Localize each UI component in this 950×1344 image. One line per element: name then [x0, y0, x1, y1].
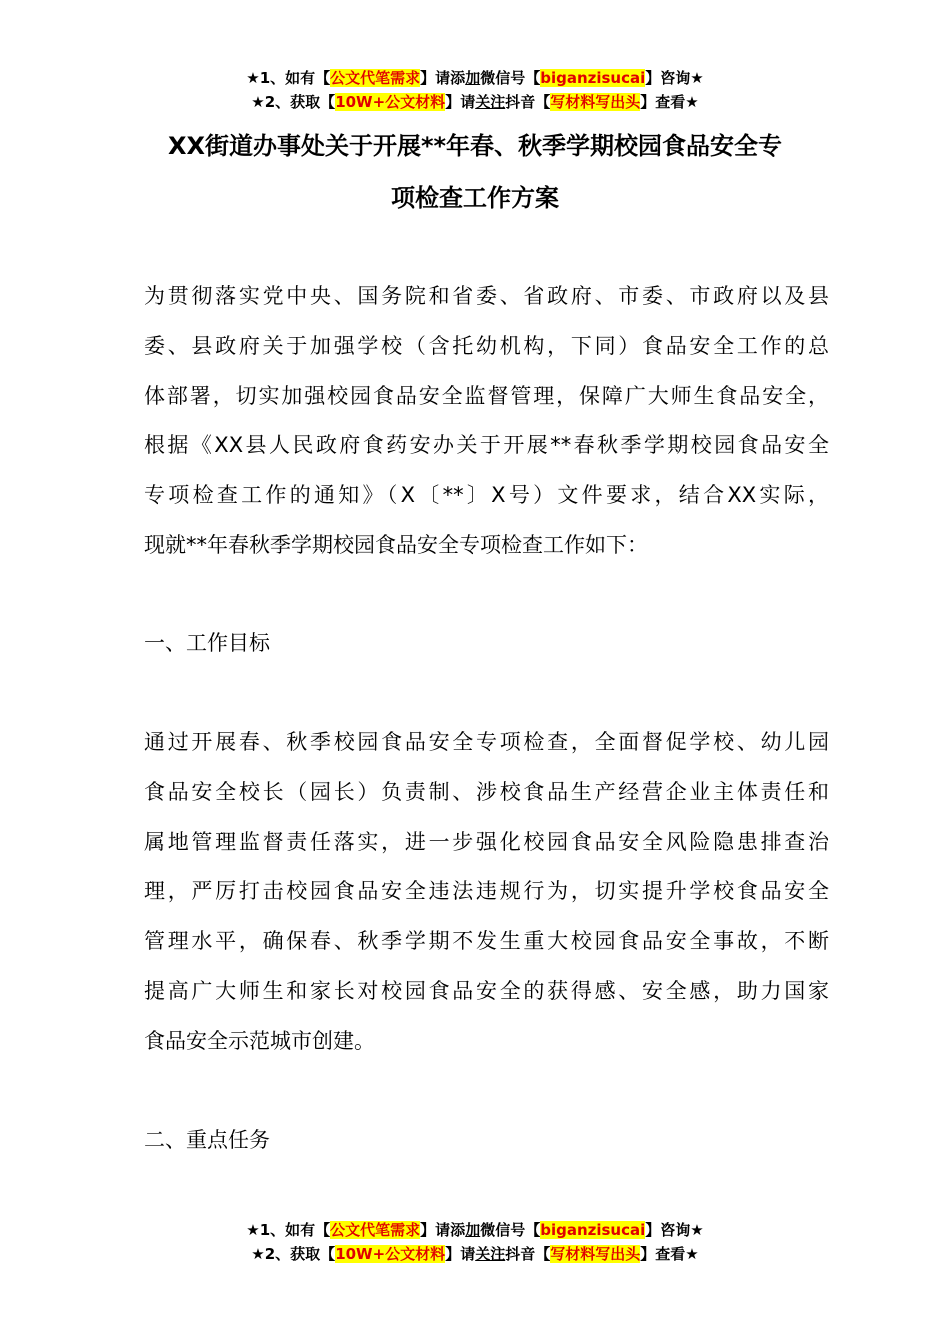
promo-text: 】请添: [420, 69, 466, 87]
paragraph-line: 体部署，切实加强校园食品安全监督管理，保障广大师生食品安全，: [144, 383, 829, 408]
section-heading-2: 二、重点任务: [144, 1128, 270, 1152]
promo-text: 】咨询★: [645, 69, 704, 87]
promo-line-2: [0, 1242, 950, 1266]
promo-line-1: [0, 66, 950, 90]
promo-highlight: 10W+公文材料: [335, 1245, 446, 1263]
paragraph-line: 通过开展春、秋季校园食品安全专项检查，全面督促学校、幼儿园: [144, 730, 829, 754]
paragraph-line: 理，严厉打击校园食品安全违法违规行为，切实提升学校食品安全: [144, 879, 829, 904]
promo-text: 】请: [445, 1245, 476, 1263]
promo-underline: 加: [465, 69, 481, 87]
promo-text: 】请: [445, 93, 476, 111]
promo-text: 抖音【: [505, 93, 551, 111]
paragraph-line: 食品安全示范城市创建。: [144, 1028, 375, 1053]
promo-text: 微信号【: [480, 69, 541, 87]
promo-highlight: 公文代笔需求: [330, 1221, 421, 1239]
paragraph-line: 现就**年春秋季学期校园食品安全专项检查工作如下：: [144, 532, 648, 557]
promo-highlight: 公文代笔需求: [330, 69, 421, 87]
paragraph-line: 食品安全校长（园长）负责制、涉校食品生产经营企业主体责任和: [144, 779, 829, 804]
promo-text: 】请添: [420, 1221, 466, 1239]
intro-paragraph: [144, 272, 829, 571]
promo-line-2: [0, 90, 950, 114]
promo-banner-bottom: [0, 1218, 950, 1266]
promo-highlight: 写材料写出头: [550, 93, 641, 111]
promo-text: ★2、获取【: [251, 93, 336, 111]
promo-text: 微信号【: [480, 1221, 541, 1239]
section-heading-1: 一、工作目标: [144, 631, 270, 655]
document-title: [130, 120, 820, 224]
paragraph-line: 委、县政府关于加强学校（含托幼机构，下同）食品安全工作的总: [144, 333, 829, 358]
promo-text: ★1、如有【: [246, 1221, 331, 1239]
promo-highlight: biganzisucai: [540, 69, 646, 87]
paragraph-line: 属地管理监督责任落实，进一步强化校园食品安全风险隐患排查治: [144, 829, 829, 854]
promo-highlight: 写材料写出头: [550, 1245, 641, 1263]
promo-underline: 关注: [475, 93, 506, 111]
promo-highlight: 10W+公文材料: [335, 93, 446, 111]
promo-underline: 加: [465, 1221, 481, 1239]
title-line-1: XX街道办事处关于开展**年春、秋季学期校园食品安全专: [167, 132, 783, 160]
promo-text: ★2、获取【: [251, 1245, 336, 1263]
paragraph-line: 为贯彻落实党中央、国务院和省委、省政府、市委、市政府以及县: [144, 284, 829, 308]
promo-text: ★1、如有【: [246, 69, 331, 87]
paragraph-line: 专项检查工作的通知》（X〔**〕X号）文件要求，结合XX实际，: [144, 483, 829, 508]
title-line-2: 项检查工作方案: [391, 184, 559, 212]
promo-text: 】查看★: [640, 93, 699, 111]
promo-text: 】咨询★: [645, 1221, 704, 1239]
section1-paragraph: [144, 718, 829, 1067]
promo-underline: 关注: [475, 1245, 506, 1263]
promo-highlight: biganzisucai: [540, 1221, 646, 1239]
paragraph-line: 提高广大师生和家长对校园食品安全的获得感、安全感，助力国家: [144, 978, 829, 1003]
promo-text: 】查看★: [640, 1245, 699, 1263]
promo-line-1: [0, 1218, 950, 1242]
promo-banner-top: [0, 66, 950, 114]
paragraph-line: 管理水平，确保春、秋季学期不发生重大校园食品安全事故，不断: [144, 929, 829, 954]
promo-text: 抖音【: [505, 1245, 551, 1263]
paragraph-line: 根据《XX县人民政府食药安办关于开展**春秋季学期校园食品安全: [144, 433, 829, 458]
